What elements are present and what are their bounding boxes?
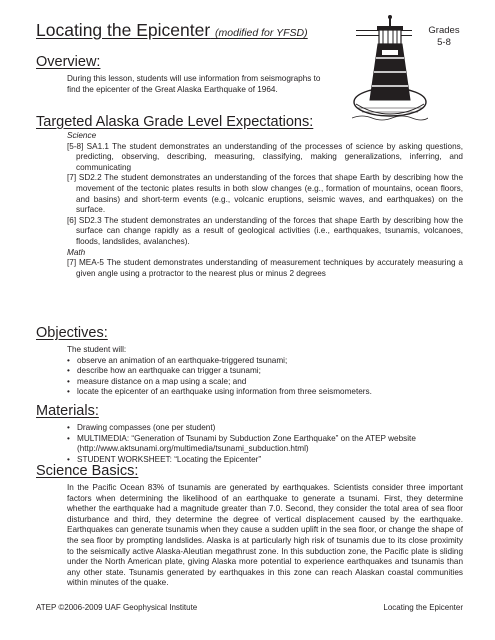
list-item: • MULTIMEDIA: “Generation of Tsunami by Subduction Zone Earthquake” on the ATEP website (http://www.aktsunami.org/multimedia/tsunami_subduction.html): [67, 434, 463, 455]
expectation-item: [7] SD2.2 The student demonstrates an understanding of the forces that shape Earth by describing how the movement of the tectonic plates results in both slow changes (e.g., formation of mountains, ocean floors, and basins) and short-term events (e.g., volcanic eruptions, seismic waves, and earthquakes) on the surface.: [67, 173, 463, 215]
overview-heading: Overview:: [36, 54, 101, 70]
list-item: • STUDENT WORKSHEET: “Locating the Epicenter”: [67, 455, 463, 466]
materials-heading: Materials:: [36, 403, 99, 419]
tsunami-buoy-icon: [352, 14, 428, 124]
materials-list: [67, 423, 463, 465]
math-label: Math: [67, 247, 86, 257]
grades-value: 5-8: [437, 37, 451, 48]
basics-text: In the Pacific Ocean 83% of tsunamis are generated by earthquakes. Scientists consider three important factors when determining the likelihood of an earthquake to generate a tsunami. First, they determine whether the earthquake had a magnitude greater than 7.0. Second, they consider the total area of sea floor disturbance and third, they determine the degree of vertical displacement caused by the earthquake. Earthquakes can generate tsunamis when they cause a sudden uplift in the sea floor, or change the shape of the sea floor by prompting landslides. Alaska is at particularly high risk of tsunamis due to its close proximity to the seismically active Alaska-Aleutian megathrust zone. In this subduction zone, the Pacific plate is sliding under the North American plate, giving Alaska more potential to experience earthquakes and tsunamis than any other state. Tsunamis generated by earthquakes in this zone can reach Alaskan coastal communities within minutes of the quake.: [67, 483, 463, 588]
title-block: [36, 20, 381, 41]
expectations-heading: Targeted Alaska Grade Level Expectations:: [36, 114, 314, 130]
overview-text: During this lesson, students will use information from seismographs to find the epicenter of the Great Alaska Earthquake of 1964.: [67, 74, 321, 94]
list-item: • observe an animation of an earthquake-triggered tsunami;: [67, 356, 463, 367]
expectation-item: [6] SD2.3 The student demonstrates an understanding of the forces that shape Earth by describing how the surface can change rapidly as a result of geological activities (i.e., earthquakes, tsunamis, volcanoes, floods, landslides, avalanches).: [67, 215, 463, 246]
expectations-section: [67, 131, 463, 279]
list-item: • locate the epicenter of an earthquake using information from three seismometers.: [67, 387, 463, 398]
title-subtitle: (modified for YFSD): [215, 27, 308, 39]
grades-block: [424, 25, 464, 49]
science-label: Science: [67, 131, 97, 140]
basics-heading: Science Basics:: [36, 463, 139, 479]
expectation-item: [7] MEA-5 The student demonstrates understanding of measurement techniques by accurately measuring a given angle using a protractor to the nearest plus or minus 2 degrees: [67, 258, 463, 278]
grades-label: Grades: [428, 25, 460, 36]
list-item: • describe how an earthquake can trigger a tsunami;: [67, 366, 463, 377]
list-item: • Drawing compasses (one per student): [67, 423, 463, 434]
overview-section: [67, 74, 327, 95]
page-title: [36, 20, 381, 41]
expectation-item: [5-8] SA1.1 The student demonstrates an understanding of the processes of science by asking questions, predicting, observing, describing, measuring, classifying, making generalizations, inferring, and communicating: [67, 141, 463, 172]
footer-left: ATEP ©2006-2009 UAF Geophysical Institute: [36, 603, 198, 612]
title-text: Locating the Epicenter: [36, 20, 211, 40]
basics-section: [67, 483, 463, 589]
list-item: • measure distance on a map using a scale; and: [67, 377, 463, 388]
objectives-section: [67, 345, 463, 398]
materials-section: [67, 423, 463, 465]
objectives-heading: Objectives:: [36, 325, 108, 341]
objectives-intro: The student will:: [67, 345, 127, 354]
objectives-list: [67, 356, 463, 398]
footer-right: Locating the Epicenter: [383, 603, 463, 612]
